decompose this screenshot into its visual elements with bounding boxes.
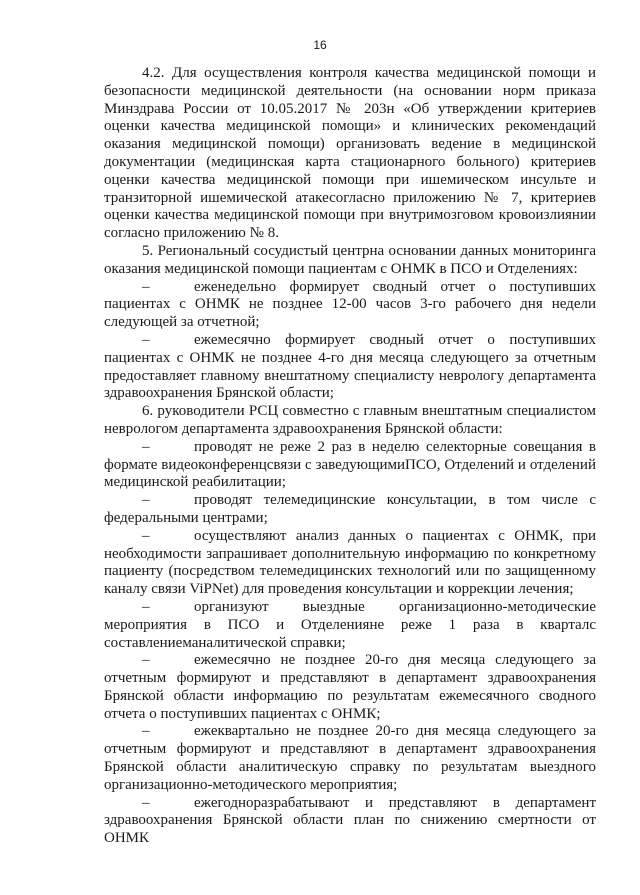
dash-marker: –: [142, 278, 150, 295]
dash-marker: –: [142, 492, 150, 509]
dash-marker: –: [142, 652, 150, 669]
dash-marker: –: [142, 438, 150, 455]
list-item: [104, 332, 596, 403]
paragraph-text: 5. Региональный сосудистый центрна основании данных мониторинга оказания медицинской помощи пациентам с ОНМК в ПСО и Отделениях:: [104, 242, 596, 277]
paragraph-text: проводят не реже 2 раз в неделю селекторные совещания в формате видеоконференцсвязи с заведующимиПСО, Отделений и отделений медицинской реабилитации;: [104, 438, 596, 491]
paragraph-text: ежемесячно формирует сводный отчет о поступивших пациентах с ОНМК не позднее 4-го дня месяца следующего за отчетным предоставляет главному внештатному специалисту неврологу департамента здравоохранения Брянской области;: [104, 331, 596, 402]
paragraph: [104, 65, 596, 243]
paragraph-text: осуществляют анализ данных о пациентах с ОНМК, при необходимости запрашивает дополнительную информацию по конкретному пациенту (посредством телемедицинских технологий или по защищенному каналу связи ViPNet) для проведения консультации и коррекции лечения;: [104, 527, 596, 598]
dash-marker: –: [142, 331, 150, 348]
list-item: [104, 439, 596, 492]
dash-marker: –: [142, 723, 150, 740]
list-item: [104, 723, 596, 794]
list-item: [104, 795, 596, 848]
list-item: [104, 279, 596, 332]
paragraph-text: организуют выездные организационно-методические мероприятия в ПСО и Отделенияне реже 1 раза в кварталс составлениеманалитической справки;: [104, 598, 596, 651]
paragraph-text: проводят телемедицинские консультации, в том числе с федеральными центрами;: [104, 492, 596, 526]
document-body: [104, 65, 596, 848]
list-item: [104, 652, 596, 723]
paragraph: [104, 403, 596, 439]
paragraph-text: ежеквартально не позднее 20-го дня месяца следующего за отчетным формируют и представляют в департамент здравоохранения Брянской области аналитическую справку по результатам выездного организационно-методического мероприятия;: [104, 723, 596, 793]
paragraph-text: еженедельно формирует сводный отчет о поступивших пациентах с ОНМК не позднее 12-00 часов 3-го рабочего дня недели следующей за отчетной;: [104, 278, 596, 331]
list-item: [104, 528, 596, 599]
dash-marker: –: [142, 527, 150, 544]
list-item: [104, 599, 596, 652]
page-number: 16: [313, 38, 327, 52]
paragraph-text: 4.2. Для осуществления контроля качества медицинской помощи и безопасности медицинской деятельности (на основании норм приказа Минздрава России от 10.05.2017 № 203н «Об утверждении критериев оценки качества медицинской помощи» и клинических рекомендаций оказания медицинской помощи) организовать ведение в медицинской документации (медицинская карта стационарного больного) критериев оценки качества медицинской помощи при ишемическом инсульте и транзиторной ишемической атакесогласно приложению № 7, критериев оценки качества медицинской помощи при внутримозговом кровоизлиянии согласно приложению № 8.: [104, 65, 596, 242]
list-item: [104, 492, 596, 528]
paragraph-text: ежегодноразрабатывают и представляют в департамент здравоохранения Брянской области план по снижению смертности от ОНМК: [104, 794, 596, 847]
dash-marker: –: [142, 598, 150, 615]
dash-marker: –: [142, 794, 150, 811]
paragraph-text: 6. руководители РСЦ совместно с главным внештатным специалистом неврологом департамента здравоохранения Брянской области:: [104, 403, 596, 437]
paragraph-text: ежемесячно не позднее 20-го дня месяца следующего за отчетным формируют и представляют в департамент здравоохранения Брянской области информацию по результатам ежемесячного сводного отчета о поступивших пациентах с ОНМК;: [104, 652, 596, 722]
paragraph: [104, 243, 596, 279]
